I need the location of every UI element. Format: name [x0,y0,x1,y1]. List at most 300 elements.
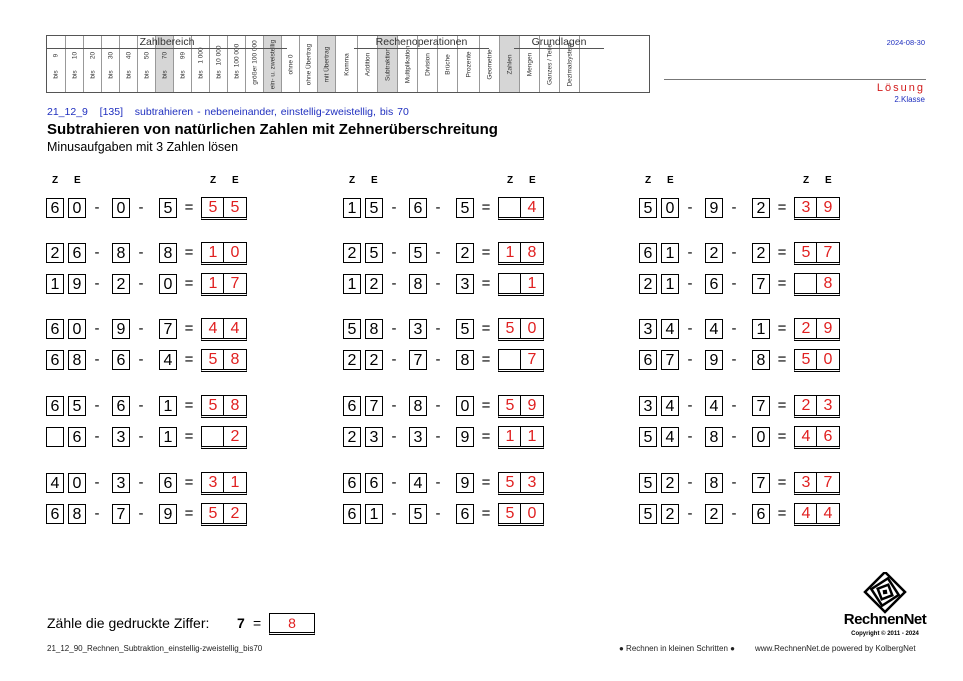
solution-label: Lösung [876,82,925,94]
answer-tens [202,427,224,446]
answer-box[interactable] [498,318,544,341]
answer-ones: 2 [223,427,246,446]
place-label-e: E [529,175,536,186]
minus-sign: - [94,474,100,491]
minuend-ones: 6 [68,427,86,447]
minuend-ones: 2 [661,504,679,524]
subtrahend-2: 9 [159,504,177,524]
worksheet-topic: subtrahieren - nebeneinander, einstellig-zweistellig, bis 70 [134,106,409,118]
place-label-z: Z [210,175,217,186]
minus-sign: - [138,320,144,337]
equals-sign: = [184,505,194,522]
answer-box[interactable] [794,503,840,526]
subtrahend-1: 0 [112,198,130,218]
category-label: mit Übertrag [323,46,330,83]
subtrahend-2: 6 [159,473,177,493]
equals-sign: = [184,428,194,445]
place-label-e: E [74,175,81,186]
category-label: Dezimalsystem [566,42,573,87]
answer-tens: 4 [801,428,811,445]
answer-tens: 3 [801,474,811,491]
equals-sign: = [184,397,194,414]
equals-sign: = [184,351,194,368]
category-label: Komma [343,53,350,76]
count-answer-box[interactable]: 8 [269,613,315,635]
minuend-ones: 7 [365,396,383,416]
answer-ones: 8 [223,350,246,369]
answer-box[interactable] [498,395,544,418]
minuend-ones: 8 [68,504,86,524]
answer-ones: 0 [816,350,839,369]
minuend-tens: 2 [343,350,361,370]
equals-sign: = [777,505,787,522]
minuend-ones: 6 [68,243,86,263]
worksheet-number: [135] [99,106,124,118]
minus-sign: - [138,397,144,414]
answer-box[interactable] [201,318,247,341]
answer-ones: 0 [520,319,543,338]
range-value: 50 [143,51,150,60]
range-value: 30 [107,51,114,60]
task-row [46,198,246,220]
answer-box[interactable] [201,472,247,495]
category-label: Division [424,53,431,76]
minus-sign: - [391,320,397,337]
minuend-ones: 0 [68,473,86,493]
minus-sign: - [731,199,737,216]
subtrahend-2: 5 [456,198,474,218]
task-row [343,243,543,265]
minuend-ones: 5 [365,198,383,218]
answer-tens [499,350,521,369]
website-link[interactable]: www.RechnenNet.de powered by KolbergNet [755,644,916,653]
answer-ones: 8 [223,396,246,415]
subtrahend-2: 8 [752,350,770,370]
answer-ones: 9 [816,198,839,217]
minus-sign: - [687,474,693,491]
answer-tens [795,274,817,293]
group-title-grundlagen: Grundlagen [531,36,587,48]
minuend-tens: 2 [343,427,361,447]
task-row [343,319,543,341]
answer-box[interactable] [498,273,544,296]
answer-tens: 1 [505,244,515,261]
subtrahend-1: 7 [112,504,130,524]
minus-sign: - [391,505,397,522]
category-label: ohne 0 [287,54,294,75]
minus-sign: - [94,351,100,368]
minuend-tens: 4 [46,473,64,493]
answer-box[interactable] [794,472,840,495]
subtrahend-1: 9 [705,350,723,370]
answer-ones: 5 [223,198,246,217]
subtrahend-1: 2 [112,274,130,294]
range-bis-label: bis [52,70,60,79]
subtrahend-2: 2 [752,243,770,263]
category-label: ohne Übertrag [305,43,312,86]
answer-box[interactable] [498,242,544,265]
answer-ones: 0 [223,243,246,262]
category-column [317,36,335,92]
range-value: 40 [125,51,132,60]
subtrahend-2: 0 [752,427,770,447]
answer-tens: 5 [505,505,515,522]
minus-sign: - [731,275,737,292]
minus-sign: - [391,428,397,445]
subtrahend-1: 9 [705,198,723,218]
task-row [343,427,543,449]
minus-sign: - [731,428,737,445]
answer-box[interactable] [201,197,247,220]
place-label-z: Z [507,175,514,186]
count-label: Zähle die gedruckte Ziffer: [47,615,210,631]
worksheet-code-line [47,106,409,118]
category-label: ein- u. zweistellig [269,39,276,90]
minuend-tens: 2 [639,274,657,294]
answer-tens: 5 [208,397,218,414]
task-row [46,427,246,449]
answer-tens: 4 [801,505,811,522]
category-label: Brüche [444,54,451,75]
answer-ones: 4 [520,198,543,217]
range-bis-label: bis [89,70,96,79]
answer-tens: 5 [801,244,811,261]
subtrahend-2: 4 [159,350,177,370]
task-row [639,504,839,526]
minus-sign: - [687,275,693,292]
minus-sign: - [391,474,397,491]
category-label: Geometrie [486,49,493,80]
minuend-ones: 9 [68,274,86,294]
minus-sign: - [731,320,737,337]
range-bis-label: bis [197,70,204,79]
count-digit: 7 [237,615,245,631]
answer-tens: 1 [208,275,218,292]
minuend-tens [46,427,64,447]
task-row [343,396,543,418]
minuend-ones: 5 [365,243,383,263]
range-value: 9 [52,53,60,58]
answer-tens [499,198,521,217]
answer-box[interactable] [794,242,840,265]
minuend-ones: 2 [365,274,383,294]
answer-box[interactable] [201,273,247,296]
subtrahend-2: 6 [456,504,474,524]
minus-sign: - [731,397,737,414]
answer-ones: 8 [520,243,543,262]
answer-box[interactable] [498,426,544,449]
minuend-tens: 5 [639,473,657,493]
subtrahend-2: 9 [456,473,474,493]
equals-sign: = [184,275,194,292]
task-row [639,473,839,495]
subtrahend-1: 3 [112,427,130,447]
equals-sign: = [777,244,787,261]
place-label-z: Z [645,175,652,186]
equals-sign: = [481,275,491,292]
answer-ones: 1 [223,473,246,492]
answer-box[interactable] [794,273,840,296]
minuend-ones: 0 [68,198,86,218]
equals-sign: = [481,244,491,261]
range-value: größer 100 000 [251,40,258,85]
answer-box[interactable] [201,242,247,265]
answer-ones: 9 [520,396,543,415]
minus-sign: - [391,275,397,292]
task-row [46,504,246,526]
answer-box[interactable] [201,349,247,372]
divider [664,79,926,80]
group-title-rechenoperationen: Rechenoperationen [375,36,468,48]
range-bis-label: bis [161,70,168,79]
range-bis-label: bis [71,70,78,79]
range-bis-label: bis [233,70,240,79]
minus-sign: - [138,474,144,491]
minuend-tens: 6 [343,504,361,524]
answer-tens: 3 [801,199,811,216]
minus-sign: - [138,351,144,368]
subtrahend-2: 5 [159,198,177,218]
range-value: 10 000 [215,45,222,66]
minuend-tens: 6 [46,396,64,416]
answer-ones: 0 [520,504,543,523]
task-row [46,319,246,341]
subtrahend-2: 0 [159,274,177,294]
answer-ones: 7 [816,473,839,492]
task-row [343,274,543,296]
answer-ones: 7 [520,350,543,369]
minus-sign: - [435,397,441,414]
subtrahend-1: 8 [409,274,427,294]
equals-sign: = [481,397,491,414]
group-title-zahlbereich: Zahlbereich [139,36,195,48]
answer-box[interactable] [794,197,840,220]
minus-sign: - [94,275,100,292]
category-label: Subtraktion [384,48,391,81]
answer-box[interactable] [794,318,840,341]
minuend-tens: 6 [46,350,64,370]
answer-ones: 3 [816,396,839,415]
worksheet-code: 21_12_9 [47,106,88,118]
minus-sign: - [435,428,441,445]
answer-box[interactable] [794,349,840,372]
answer-tens: 2 [801,320,811,337]
subtrahend-1: 6 [112,396,130,416]
subtrahend-1: 3 [409,319,427,339]
task-row [343,504,543,526]
answer-tens: 2 [801,397,811,414]
answer-tens: 5 [208,199,218,216]
category-column [299,36,317,92]
minus-sign: - [94,244,100,261]
minus-sign: - [435,351,441,368]
subtrahend-1: 8 [409,396,427,416]
category-label: Multiplikation [404,45,411,84]
subtrahend-1: 8 [705,473,723,493]
range-bis-label: bis [215,70,222,79]
minus-sign: - [687,199,693,216]
task-row [46,473,246,495]
minuend-ones: 8 [68,350,86,370]
subtrahend-1: 8 [705,427,723,447]
subtrahend-2: 2 [456,243,474,263]
range-value: 10 [71,51,78,60]
equals-sign: = [481,351,491,368]
answer-box[interactable] [498,472,544,495]
answer-tens: 5 [208,505,218,522]
minus-sign: - [94,199,100,216]
minuend-tens: 6 [639,243,657,263]
answer-ones: 4 [223,319,246,338]
minuend-tens: 6 [343,396,361,416]
place-label-e: E [232,175,239,186]
answer-tens [499,274,521,293]
grade-label: 2.Klasse [894,95,925,104]
answer-box[interactable] [201,426,247,449]
minus-sign: - [687,320,693,337]
answer-box[interactable] [794,395,840,418]
minuend-ones: 1 [365,504,383,524]
answer-ones: 1 [520,427,543,446]
subtrahend-1: 7 [409,350,427,370]
minus-sign: - [435,199,441,216]
subtrahend-1: 4 [705,396,723,416]
subtrahend-2: 5 [456,319,474,339]
minuend-ones: 8 [365,319,383,339]
minus-sign: - [731,474,737,491]
minus-sign: - [435,320,441,337]
minus-sign: - [687,244,693,261]
minus-sign: - [138,275,144,292]
range-value: 99 [179,51,186,60]
count-equals: = [253,615,262,631]
minuend-ones: 4 [661,396,679,416]
answer-box[interactable] [794,426,840,449]
answer-tens: 5 [505,320,515,337]
minuend-tens: 5 [343,319,361,339]
subtrahend-2: 6 [752,504,770,524]
answer-box[interactable] [201,395,247,418]
task-row [639,243,839,265]
task-row [639,274,839,296]
answer-tens: 3 [208,474,218,491]
minus-sign: - [731,505,737,522]
minuend-ones: 5 [68,396,86,416]
subtrahend-1: 3 [409,427,427,447]
answer-tens: 1 [208,244,218,261]
minuend-tens: 5 [639,504,657,524]
subtrahend-1: 5 [409,243,427,263]
minuend-tens: 3 [639,319,657,339]
task-row [46,274,246,296]
subtrahend-1: 6 [409,198,427,218]
subtrahend-1: 4 [409,473,427,493]
minus-sign: - [391,244,397,261]
answer-box[interactable] [498,197,544,220]
minus-sign: - [731,351,737,368]
answer-tens: 5 [208,351,218,368]
subtrahend-1: 3 [112,473,130,493]
answer-ones: 7 [223,274,246,293]
minus-sign: - [435,275,441,292]
page-title: Subtrahieren von natürlichen Zahlen mit Zehnerüberschreitung [47,121,498,138]
minuend-tens: 2 [343,243,361,263]
equals-sign: = [184,244,194,261]
task-row [46,350,246,372]
answer-ones: 8 [816,274,839,293]
minus-sign: - [435,244,441,261]
category-label: Addition [364,52,371,77]
equals-sign: = [184,474,194,491]
minuend-ones: 1 [661,243,679,263]
subtrahend-2: 1 [752,319,770,339]
answer-box[interactable] [201,503,247,526]
answer-box[interactable] [498,349,544,372]
copyright: Copyright © 2011 - 2024 [851,631,919,637]
equals-sign: = [184,199,194,216]
category-label: Prozente [465,51,472,78]
minus-sign: - [687,351,693,368]
minuend-tens: 3 [639,396,657,416]
minus-sign: - [687,428,693,445]
minuend-tens: 1 [343,274,361,294]
task-row [639,427,839,449]
range-value: 100 000 [233,43,240,68]
minus-sign: - [94,320,100,337]
subtrahend-2: 7 [159,319,177,339]
subtrahend-1: 2 [705,243,723,263]
task-row [343,473,543,495]
equals-sign: = [777,199,787,216]
subtrahend-2: 2 [752,198,770,218]
minus-sign: - [435,474,441,491]
place-label-z: Z [803,175,810,186]
subtrahend-1: 6 [705,274,723,294]
equals-sign: = [777,320,787,337]
answer-tens: 5 [505,397,515,414]
equals-sign: = [481,505,491,522]
answer-box[interactable] [498,503,544,526]
task-row [639,319,839,341]
minuend-tens: 1 [343,198,361,218]
minuend-tens: 6 [46,504,64,524]
minuend-tens: 6 [46,319,64,339]
minus-sign: - [435,505,441,522]
range-value: 1 000 [197,47,204,64]
place-label-z: Z [52,175,59,186]
minuend-ones: 7 [661,350,679,370]
minuend-ones: 0 [661,198,679,218]
subtrahend-2: 3 [456,274,474,294]
subtrahend-2: 9 [456,427,474,447]
category-label: Mengen [526,52,533,77]
answer-ones: 3 [520,473,543,492]
answer-ones: 9 [816,319,839,338]
minuend-tens: 5 [639,427,657,447]
minus-sign: - [687,397,693,414]
range-bis-label: bis [107,70,114,79]
minuend-tens: 2 [46,243,64,263]
answer-tens: 5 [505,474,515,491]
answer-ones: 4 [816,504,839,523]
task-row [46,243,246,265]
minus-sign: - [94,428,100,445]
minus-sign: - [138,428,144,445]
minuend-ones: 1 [661,274,679,294]
answer-ones: 6 [816,427,839,446]
subtrahend-2: 1 [159,427,177,447]
answer-tens: 5 [801,351,811,368]
